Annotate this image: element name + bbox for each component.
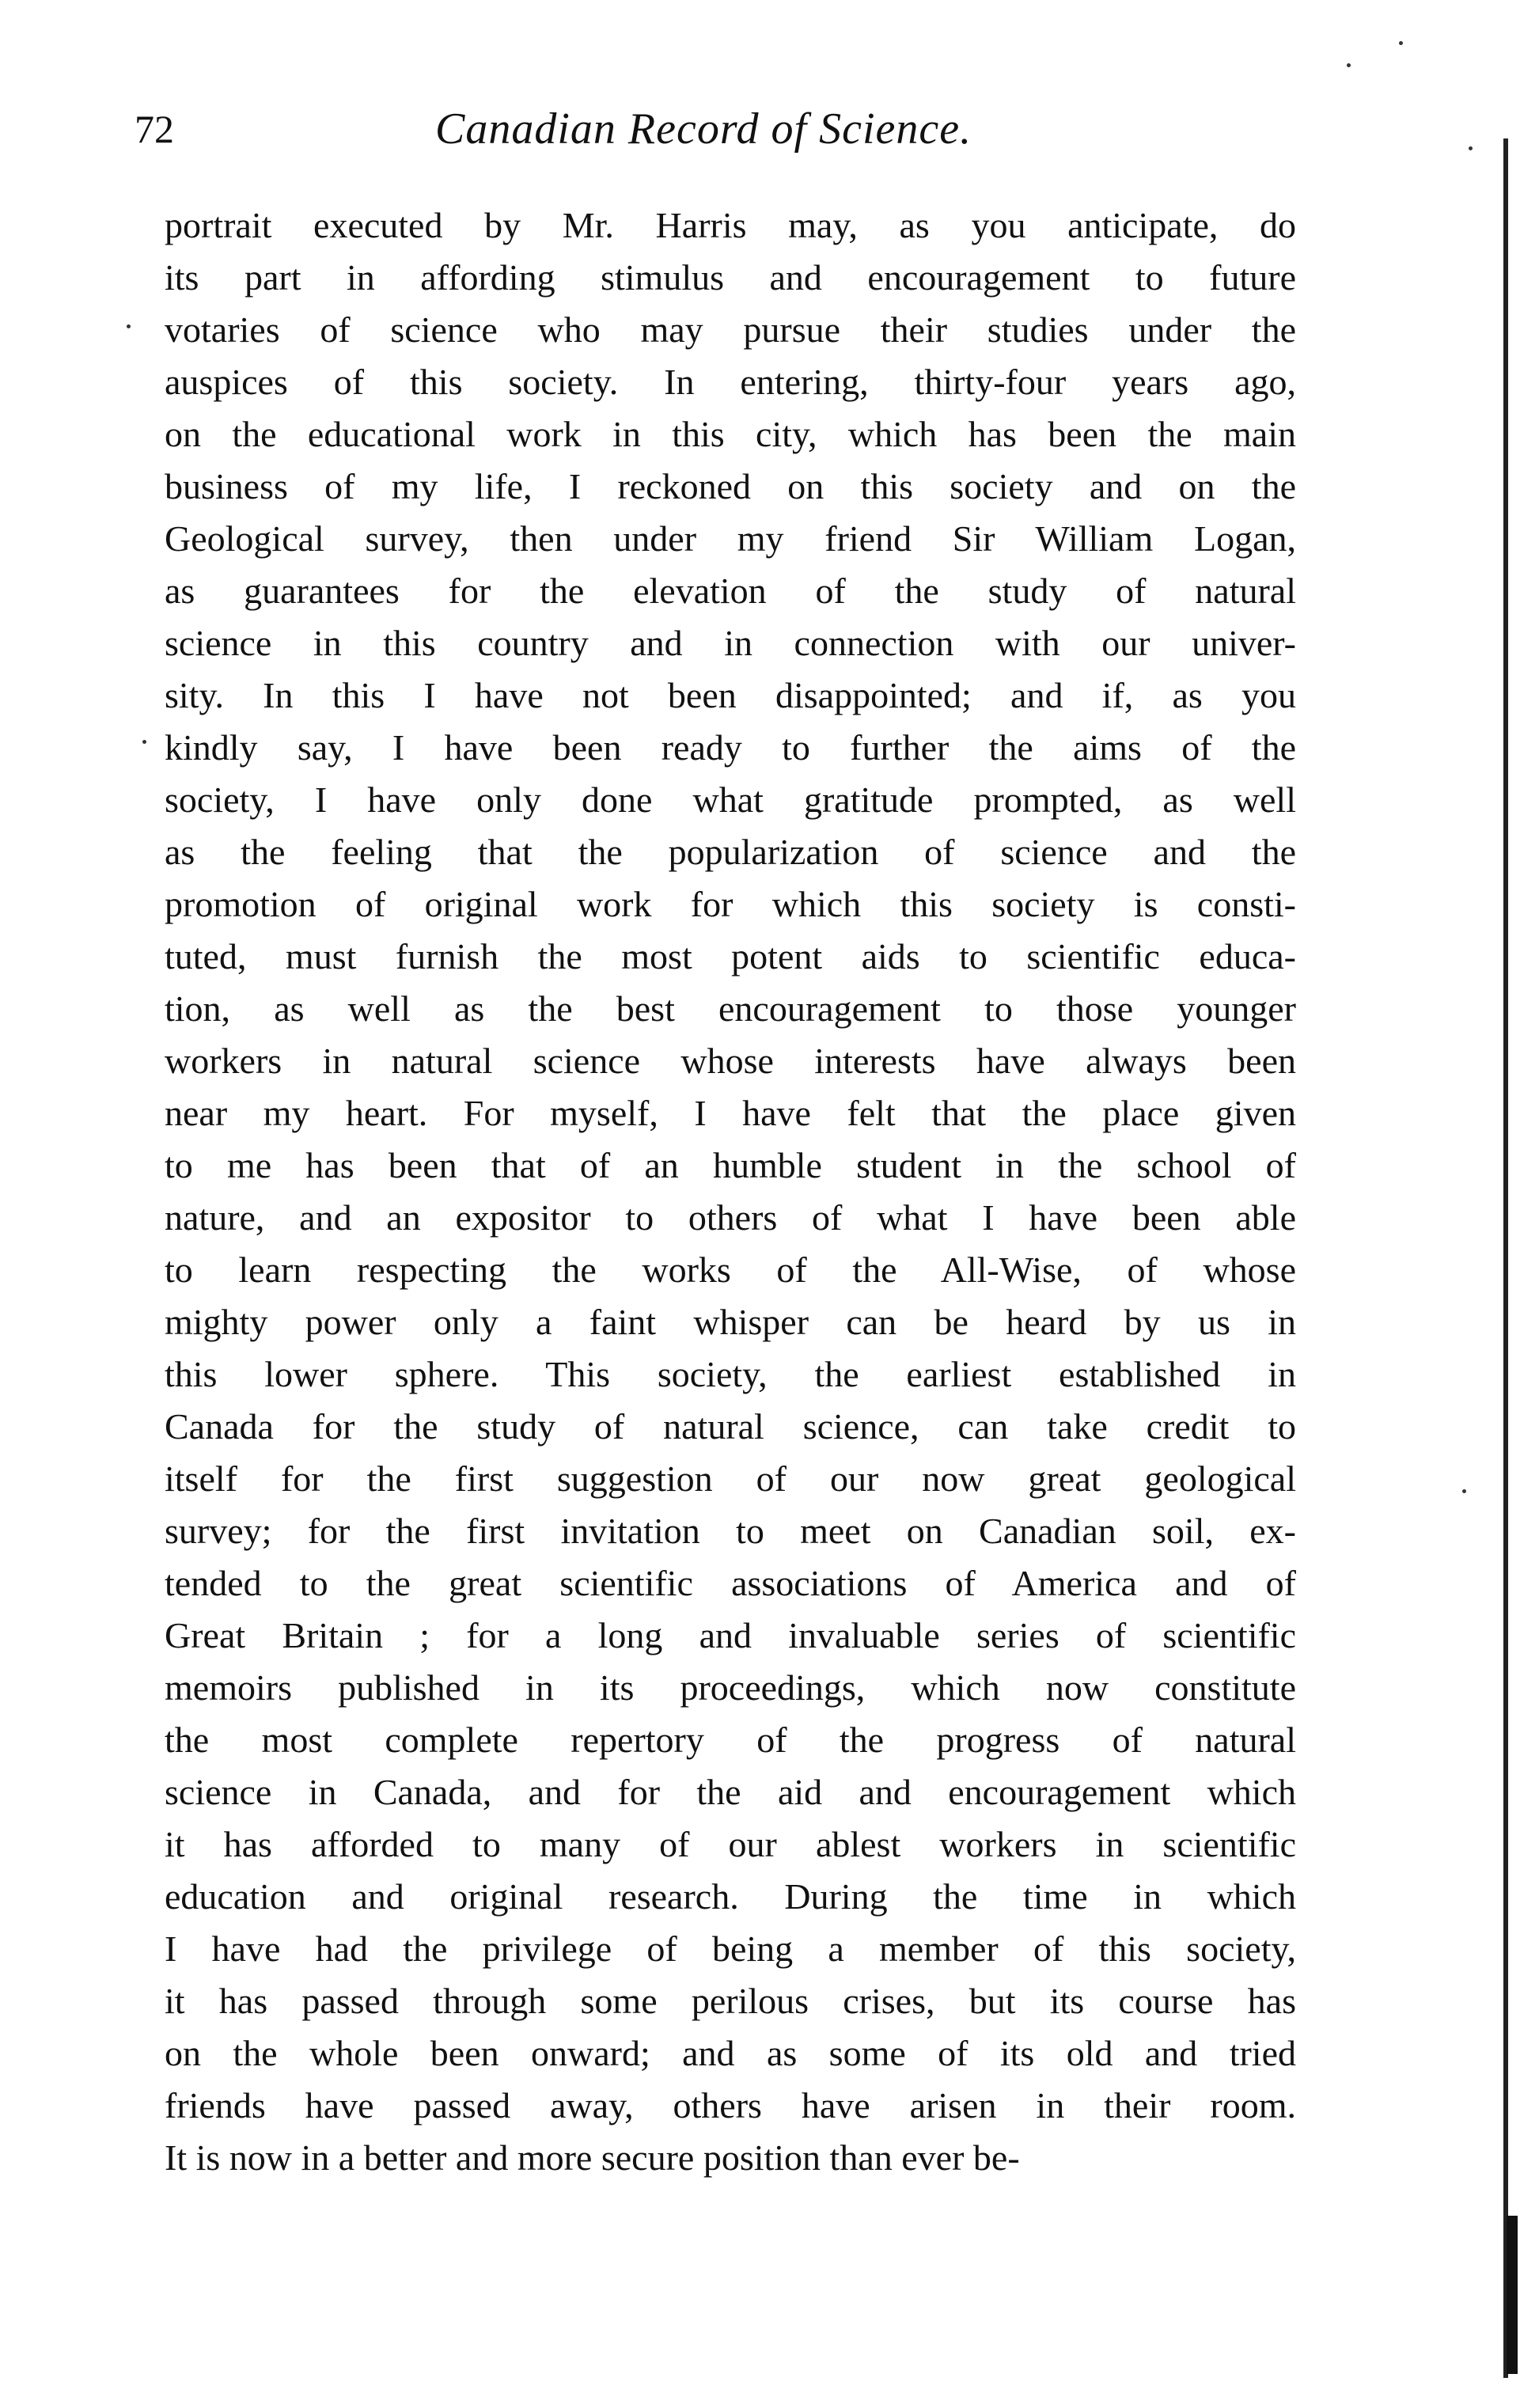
text-line: it has afforded to many of our ablest workers in scientific [165,1824,1296,1864]
page-edge-rule [1503,138,1508,2378]
text-line: to learn respecting the works of the All-Wise, of whose [165,1250,1296,1290]
text-line: tuted, must furnish the most potent aids to scientific educa- [165,936,1296,976]
scan-speck [1347,63,1351,67]
text-line: its part in affording stimulus and encouragement to future [165,257,1296,298]
text-line: it has passed through some perilous crises, but its course has [165,1981,1296,2021]
text-line: Great Britain ; for a long and invaluable series of scientific [165,1615,1296,1655]
text-line: votaries of science who may pursue their studies under the [165,309,1296,350]
scan-speck [142,740,146,744]
text-line: portrait executed by Mr. Harris may, as you anticipate, do [165,205,1296,245]
text-line: science in Canada, and for the aid and encouragement which [165,1772,1296,1812]
text-line: Canada for the study of natural science, can take credit to [165,1406,1296,1447]
text-line: promotion of original work for which this society is consti- [165,884,1296,924]
body-text [165,199,1296,2184]
text-line: as the feeling that the popularization of science and the [165,832,1296,872]
text-line: friends have passed away, others have arisen in their room. [165,2085,1296,2125]
text-line: survey; for the first invitation to meet on Canadian soil, ex- [165,1511,1296,1551]
text-line: tion, as well as the best encouragement to those younger [165,988,1296,1029]
page-edge-shadow [1507,2216,1518,2374]
text-line: to me has been that of an humble student in the school of [165,1145,1296,1185]
text-line: Geological survey, then under my friend Sir William Logan, [165,518,1296,559]
text-line: auspices of this society. In entering, thirty-four years ago, [165,362,1296,402]
scan-speck [1462,1489,1466,1493]
text-line: society, I have only done what gratitude prompted, as well [165,779,1296,820]
text-line: tended to the great scientific associations of America and of [165,1563,1296,1603]
running-head: Canadian Record of Science. [435,104,972,154]
text-line: science in this country and in connection with our univer- [165,623,1296,663]
text-line: workers in natural science whose interests have always been [165,1041,1296,1081]
text-line: itself for the first suggestion of our now great geological [165,1458,1296,1499]
text-line: kindly say, I have been ready to further the aims of the [165,727,1296,768]
text-line: business of my life, I reckoned on this society and on the [165,466,1296,506]
text-line: as guarantees for the elevation of the study of natural [165,571,1296,611]
text-line: I have had the privilege of being a member of this society, [165,1928,1296,1969]
page-header [135,101,1321,173]
text-line: on the whole been onward; and as some of its old and tried [165,2033,1296,2073]
text-line: on the educational work in this city, which has been the main [165,414,1296,454]
text-line: memoirs published in its proceedings, which now constitute [165,1667,1296,1708]
text-line: the most complete repertory of the progress of natural [165,1720,1296,1760]
text-line: mighty power only a faint whisper can be heard by us in [165,1302,1296,1342]
text-line: sity. In this I have not been disappointed; and if, as you [165,675,1296,715]
scan-speck [1399,41,1403,45]
scan-speck [1469,146,1473,150]
page-number: 72 [135,107,174,151]
text-line: this lower sphere. This society, the earliest established in [165,1354,1296,1394]
scan-speck [127,324,131,328]
text-line: It is now in a better and more secure position than ever be- [165,2137,1020,2178]
text-line: nature, and an expositor to others of what I have been able [165,1197,1296,1238]
text-line: near my heart. For myself, I have felt that the place given [165,1093,1296,1133]
text-line: education and original research. During the time in which [165,1876,1296,1917]
